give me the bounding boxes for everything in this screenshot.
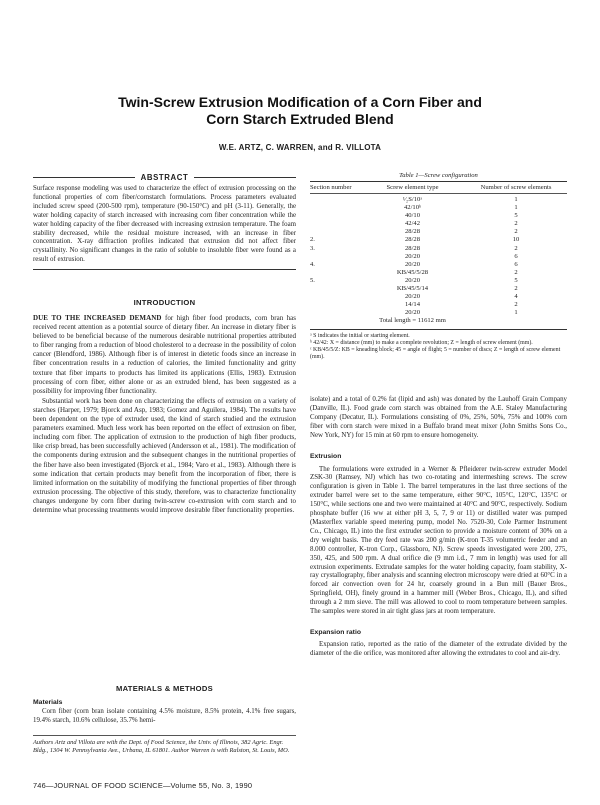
- table-1-cell-section: [310, 196, 360, 204]
- table-1-cell-section: [310, 269, 360, 277]
- table-1-cell-count: 2: [514, 285, 518, 293]
- table-1-cell-type: KB/45/5/28: [396, 268, 429, 276]
- table-1-cell-count: 2: [514, 301, 518, 309]
- table-1-cell-type: 14/14: [404, 301, 421, 309]
- table-1-cell-count: 2: [514, 220, 518, 228]
- table-1-row: [310, 277, 567, 285]
- table-1-cell-section: [310, 204, 360, 212]
- materials-subheading: Materials: [33, 699, 63, 706]
- abstract-heading-text: ABSTRACT: [140, 173, 189, 182]
- article-title-line-2: Corn Starch Extruded Blend: [206, 111, 394, 127]
- article-authors: W.E. ARTZ, C. WARREN, and R. VILLOTA: [218, 143, 382, 152]
- table-1-cell-type: ¹⁄₂S/10ᵃ: [402, 196, 423, 203]
- table-1-cell-type: 20/20: [404, 252, 421, 260]
- table-1-row: [310, 309, 567, 317]
- materials-methods-section: [33, 684, 296, 726]
- table-1-row: [310, 236, 567, 244]
- table-1-cell-count: 6: [514, 260, 518, 268]
- table-1-cell-count: 5: [514, 212, 518, 220]
- table-1-cell-count: 5: [514, 276, 518, 284]
- table-1-cell-count: 1: [514, 204, 518, 212]
- abstract-section: [33, 173, 296, 270]
- table-1-cell-count: 10: [512, 236, 520, 244]
- abstract-heading-rule-right: [194, 177, 296, 178]
- table-1-note: ᵃ S indicates the initial or starting element.: [310, 332, 410, 339]
- table-1-cell-type: 42/10ᵇ: [403, 204, 422, 212]
- abstract-heading-rule-left: [33, 177, 135, 178]
- right-column-text: [310, 396, 567, 659]
- table-1-cell-type: 28/28: [404, 244, 421, 252]
- table-1-row: [310, 204, 567, 212]
- introduction-paragraph-2: Substantial work has been done on characterizing the effects of extrusion on a variety of starches (Harper, 1979; Bjorck and Asp, 1983; Gomez and Aguilera, 1984). The results have been dependent on the type of extruder used, the kind of starch studied and the extrusion parameters examined. Much less work has been reported on the effect of extrusion on fiber, including corn fiber. The application of extrusion to the production of high fiber products, like crisp bread, has been successfully achieved (Andersson et al., 1981). The modification of the components during extrusion and the subsequent changes in the nutritional properties of the fiber have also been investigated (Bjorck et al., 1984; Varo et al., 1983). Although there is some indication that certain products may benefit from the incorporation of fiber, there is limited information on the suitability of modifying the functional properties of fiber through extrusion processing. The objective of this study, therefore, was to characterize functionality changes undergone by corn fiber during twin-screw co-extrusion with corn starch and to determine what processing treatments would improve desirable fiber functionality properties.: [33, 396, 296, 514]
- table-1-header-rule: [310, 193, 567, 194]
- table-1-cell-section: [310, 228, 360, 236]
- article-title-line-1: Twin-Screw Extrusion Modification of a Corn Fiber and: [118, 94, 482, 110]
- introduction-section: [33, 298, 296, 515]
- table-1-header-row: [310, 184, 567, 192]
- table-1-header-section: Section number: [310, 184, 352, 191]
- table-1-total: Total length = 11612 mm: [379, 317, 446, 325]
- extrusion-paragraph: The formulations were extruded in a Werner & Pfleiderer twin-screw extruder Model ZSK-30 (Ramsey, NJ) which has two co-rotating and intermeshing screws. The screw configuration is given in Table 1. The barrel temperatures in the last three sections of the extruder barrel were set to the same temperature, either 90°C, 105°C, 120°C, 135°C or 150°C, while sections one and two were maintained at 40°C and 90°C, respectively. Sodium phosphate buffer (16 ww at either pH 3, 5, 7, 9 or 11) or distilled water was pumped (Masterflex variable speed metering pump, model No. 7520-30, Cole Parmer Instrument Co., Chicago, IL) into the first extruder section to provide a moisture content of 30% on a dry weight basis. The dry feed rate was 200 g/min (K-tron T-35 volumetric feeder and an 8.000 controller, K-tron Corp., Glassboro, NJ). Screw speeds investigated were 200, 275, 350, 425, and 500 rpm. A dual orifice die (9 mm i.d., 7 mm in length) was used for all extrusion experiments. Extrudate samples for the water holding capacity, foam stability, X-ray crystallography, fiber analysis and scanning electron microscopy were dried at 60°C in a forced air convection oven for 24 hr, coarsely ground in a Bun mill (Bauer Bros., Springfield, OH), finely ground in a hammer mill (Weber Bros., Chicago, IL), and sifted through a 2 mm sieve. The mill was allowed to cool to room temperature between samples. The samples were stored in air tight glass jars at room temperature.: [310, 465, 567, 616]
- table-1-cell-type: KB/45/5/14: [396, 285, 429, 293]
- table-1-cell-type: 28/28: [404, 228, 421, 236]
- expansion-ratio-subheading: Expansion ratio: [310, 628, 361, 636]
- table-1-row: [310, 228, 567, 236]
- table-1-cell-type: 20/20: [404, 309, 421, 317]
- table-1-top-rule: [310, 181, 567, 182]
- table-1-header-number: Number of screw elements: [480, 184, 552, 191]
- materials-methods-heading: MATERIALS & METHODS: [115, 684, 214, 693]
- materials-continued-paragraph: isolate) and a total of 0.2% fat (lipid and ash) was donated by the Lauhoff Grain Company (Danville, IL). Food grade corn starch was obtained from the A.E. Staley Manufacturing Company (Decatur, IL). Formulations consisting of 0%, 25%, 50%, 75% and 100% corn fiber with corn starch were mixed in a Buffalo brand meat mixer (John Smiths Sons Co., New York, NY) for 15 min at 60 rpm to ensure homogeneity.: [310, 396, 567, 439]
- table-1-row: [310, 269, 567, 277]
- table-1-cell-type: 40/10: [404, 212, 421, 220]
- table-1-cell-count: 2: [514, 268, 518, 276]
- table-1-row: [310, 196, 567, 204]
- table-1-cell-section: [310, 285, 360, 293]
- footnote-rule: [33, 735, 296, 736]
- introduction-lead-in: DUE TO THE INCREASED DEMAND: [33, 314, 162, 322]
- abstract-heading: [33, 173, 296, 182]
- table-1-cell-section: [310, 301, 360, 309]
- table-1-grid: [310, 184, 567, 326]
- table-1-cell-count: 4: [514, 293, 518, 301]
- introduction-heading: INTRODUCTION: [133, 298, 196, 307]
- page-footer: 746—JOURNAL OF FOOD SCIENCE—Volume 55, No. 3, 1990: [33, 781, 253, 790]
- table-1: [310, 172, 567, 362]
- table-1-row: [310, 301, 567, 309]
- table-1-cell-count: 1: [514, 196, 518, 203]
- table-1-row: [310, 245, 567, 253]
- table-1-cell-type: 20/20: [404, 276, 421, 284]
- table-1-row: [310, 220, 567, 228]
- table-1-cell-section: 2.: [310, 236, 315, 244]
- table-1-row: [310, 285, 567, 293]
- table-1-caption: Table 1—Screw configuration: [399, 172, 478, 179]
- extrusion-subheading: Extrusion: [310, 452, 342, 460]
- table-1-cell-type: 42/42: [404, 220, 421, 228]
- abstract-text: Surface response modeling was used to characterize the effect of extrusion processing on the functional properties of corn fiber/cornstarch formulations. Process parameters evaluated included screw speed (200-500 rpm), temperature (90-150°C) and pH (3-11). Generally, the water holding capacity of starch increased with increasing corn fiber concentration while the water holding capacity of the fiber decreased with increasing extrusion temperature. The foam stability decreased, while the residual moisture increased, with an increase in fiber concentration. X-ray diffraction profiles indicated that extrusion did not affect fiber crystallinity. No significant changes in the ratio of soluble to insoluble fiber were found as a result of extrusion.: [33, 185, 296, 264]
- table-1-row: [310, 253, 567, 261]
- table-1-cell-section: 5.: [310, 276, 315, 284]
- table-1-cell-section: [310, 212, 360, 220]
- introduction-paragraph-1: [33, 314, 296, 396]
- table-1-header-element-type: Screw element type: [386, 184, 439, 191]
- table-1-cell-section: [310, 293, 360, 301]
- table-1-cell-section: [310, 220, 360, 228]
- table-1-cell-section: 4.: [310, 260, 315, 268]
- table-1-cell-type: 20/20: [404, 260, 421, 268]
- table-1-row: [310, 261, 567, 269]
- table-1-total-row: [310, 317, 567, 325]
- table-1-bottom-rule: [310, 329, 567, 330]
- table-1-cell-section: [310, 253, 360, 261]
- table-1-cell-section: 3.: [310, 244, 315, 252]
- introduction-paragraph-1-text: for high fiber food products, corn bran has received recent attention as a potential source of dietary fiber. An increase in dietary fiber is believed to be beneficial because of the numerous desirable nutritional properties attributed to fiber ranging from a reduction of blood cholesterol to a decrease in the possibility of colon cancer (Blendford, 1986). Although fiber is of interest in dietetic foods since an increase in fiber concentration results in a reduction of calories, the limited functionality and gritty texture that fiber imparts to products has limited its applications (Ellis, 1983). Extrusion processing of corn fiber, either alone or as an extruded blend, has been suggested as a possibility for improving fiber functionality.: [33, 314, 296, 395]
- materials-paragraph: Corn fiber (corn bran isolate containing 4.5% moisture, 8.5% protein, 4.1% free sugars, 19.4% starch, 10.6% cellulose, 35.7% hemi-: [33, 708, 296, 724]
- table-1-cell-count: 1: [514, 309, 518, 317]
- abstract-bottom-rule: [33, 269, 296, 270]
- table-1-cell-count: 2: [514, 244, 518, 252]
- table-1-note: ᵇ 42/42: X = distance (mm) to make a complete revolution; Z = length of screw element (mm).: [310, 339, 533, 346]
- table-1-cell-count: 6: [514, 252, 518, 260]
- expansion-ratio-paragraph: Expansion ratio, reported as the ratio of the diameter of the extrudate divided by the diameter of the die orifice, was monitored after allowing the extrudates to cool and air-dry.: [310, 640, 567, 657]
- table-1-cell-section: [310, 309, 360, 317]
- table-1-row: [310, 293, 567, 301]
- table-1-notes: [310, 333, 567, 362]
- table-1-cell-type: 28/28: [404, 236, 421, 244]
- table-1-note: ᶜ KB/45/5/Z: KB = kneading block; 45 = angle of flight; 5 = number of discs; Z = length of screw element (mm).: [310, 347, 561, 361]
- table-1-cell-count: 2: [514, 228, 518, 236]
- author-affiliation-footnote: Authors Artz and Villota are with the Dept. of Food Science, the Univ. of Illinois, 382 Agric. Engr. Bldg., 1304 W. Pennsylvania Ave., Urbana, IL 61801. Author Warren is with Ralston, St. Louis, MO.: [33, 739, 290, 754]
- table-1-cell-type: 20/20: [404, 293, 421, 301]
- table-1-row: [310, 212, 567, 220]
